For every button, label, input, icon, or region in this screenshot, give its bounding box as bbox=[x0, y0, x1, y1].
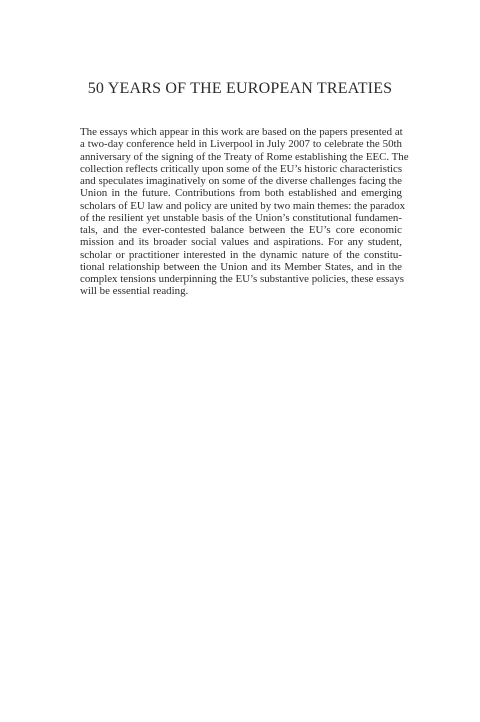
description-line: scholar or practitioner interested in the dynamic nature of the constitu- bbox=[80, 248, 402, 261]
description-line: will be essential reading. bbox=[80, 285, 189, 298]
description-line: a two-day conference held in Liverpool in July 2007 to celebrate the 50th bbox=[80, 138, 402, 151]
description-line: of the resilient yet unstable basis of the Union’s constitutional fundamen- bbox=[80, 211, 402, 224]
description-line: anniversary of the signing of the Treaty of Rome establishing the EEC. The bbox=[80, 150, 409, 163]
book-title: 50 YEARS OF THE EUROPEAN TREATIES bbox=[87, 80, 393, 97]
description-paragraph bbox=[80, 126, 409, 298]
description-line: tional relationship between the Union and its Member States, and in the bbox=[80, 260, 402, 273]
description-line: collection reflects critically upon some of the EU’s historic characteristics bbox=[80, 162, 403, 175]
description-line: Union in the future. Contributions from both established and emerging bbox=[80, 187, 402, 200]
description-line: tals, and the ever-contested balance between the EU’s core economic bbox=[80, 224, 402, 236]
description-line: and speculates imaginatively on some of the diverse challenges facing the bbox=[80, 175, 402, 187]
description-line: The essays which appear in this work are based on the papers presented at bbox=[80, 126, 403, 138]
description-line: scholars of EU law and policy are united by two main themes: the paradox bbox=[80, 199, 406, 212]
description-line: complex tensions underpinning the EU’s substantive policies, these essays bbox=[80, 273, 404, 285]
description-line: mission and its broader social values and aspirations. For any student, bbox=[80, 236, 402, 249]
